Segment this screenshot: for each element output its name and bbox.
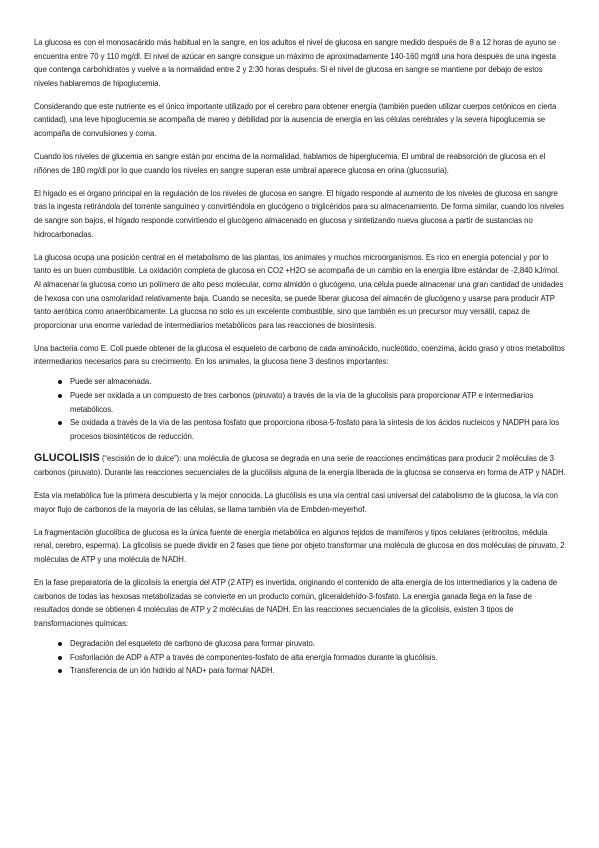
paragraph-metabolismo: La glucosa ocupa una posición central en el metabolismo de las plantas, los animales y muchos microorganismos. Es rico en energía potencial y por lo tanto es un buen combustible. La oxidación completa de glucosa en CO2 +H2O se acompaña de un cambio en la energía libre estándar de -2,840 kJ/mol. Al almacenar la glucosa como un polímero de alto peso molecular, como almidón o glucógeno, una célula puede almacenar una gran cantidad de unidades de hexosa con una osmolaridad relativamente baja. Cuando se necesita, se puede liberar glucosa del almacén de glucógeno y usarse para producir ATP tanto aeróbica como anaeróbicamente. La glucosa no solo es un excelente combustible, sino que también es un precursor muy versátil, capaz de proporcionar una enorme variedad de intermediarios metabólicos para las reacciones de biosíntesis. [34, 252, 564, 330]
paragraph-higado: El hígado es el órgano principal en la regulación de los niveles de glucosa en sangre. El hígado responde al aumento de los niveles de glucosa en sangre tras la ingesta retirándola del torrente sanguíneo y convirtiéndola en glucógeno o triglicéridos para su almacenamiento. De forma similar, cuando los niveles de sangre son bajos, el hígado responde convirtiendo el glucógeno almacenado en glucosa y sintetizando nueva glucosa a partir de sustancias no hidrocarbonadas. [34, 188, 565, 239]
bullet-icon [58, 394, 62, 398]
paragraph-cerebro-energia: Considerando que este nutriente es el único importante utilizado por el cerebro para obtener energía (también pueden utilizar cuerpos cetónicos en cierta cantidad), una leve hipoglucemia se acompaña de mareo y debilidad por la ausencia de energía en las células cerebrales y la severa hipoglucemia se acompaña de convulsiones y coma. [34, 101, 557, 139]
list-item: Se oxidada a través de la vía de las pentosa fosfato que proporciona ribosa-5-fosfato para la síntesis de los ácidos nucleicos y NADPH para los procesos biosintéticos de reducción. [70, 416, 566, 443]
paragraph-hiperglucemia: Cuando los niveles de glucemia en sangre están por encima de la normalidad, hablamos de hiperglucemia. El umbral de reabsorción de glucosa en el riñónes de 180 mg/dl por lo que cuando los niveles en sangre superan este umbral aparece glucosa en orina (glucosuria). [34, 152, 546, 175]
paragraph-ecoli: Una bacteria como E. Coli puede obtener de la glucosa el esqueleto de carbono de cada aminoácido, nucleótido, coenzima, ácido graso y otros metabolitos intermediarios necesarios para su crecimiento. En los animales, la glucosa tiene 3 destinos importantes: [34, 343, 565, 367]
document-page [34, 36, 566, 687]
paragraph-glucolisis [34, 452, 566, 479]
bullet-icon [58, 421, 62, 425]
bullet-icon [58, 642, 62, 646]
paragraph-fase-preparatoria: En la fase preparatoria de la glicolisis la energía del ATP (2 ATP) es invertida, originando el contenido de alta energía de los intermediarios y la cadena de carbonos de todas las hexosas metabolizadas se convierte en un producto común, gliceraldehído-3-fosfato. La energía ganada llega en la fase de resultados donde se obtienen 4 moléculas de ATP y 2 moléculas de NADH. En las reacciones secuenciales de la glicolisis, existen 3 tipos de transformaciones químicas: [34, 578, 558, 628]
list-item: Transferencia de un ión hidrido al NAD+ para formar NADH. [70, 664, 566, 678]
destinos-list [34, 375, 566, 443]
list-item: Fosforilación de ADP a ATP a través de componentes-fosfato de alta energía formados durante la glucólisis. [70, 651, 566, 665]
glucolisis-text: (“escisión de lo dulce”): una molécula de glucosa se degrada en una serie de reacciones encimáticas para producir 2 moléculas de 3 carbonos (piruvato). Durante las reacciones secuenciales de la glucólisis alguna de la energía liberada de la glucosa se conserva en forma de ATP y NADH. [34, 454, 566, 478]
list-item: Degradación del esqueleto de carbono de glucosa para formar piruvato. [70, 637, 566, 651]
bullet-icon [58, 669, 62, 673]
transformaciones-list [34, 637, 566, 678]
list-item: Puede ser almacenada. [70, 375, 566, 389]
bullet-icon [58, 656, 62, 660]
bullet-icon [58, 380, 62, 384]
paragraph-glucosa-sangre: La glucosa es con el monosacárido más habitual en la sangre, en los adultos el nivel de glucosa en sangre medido después de 8 a 12 horas de ayuno se encuentra entre 70 y 110 mg/dl. El nivel de azúcar en sangre consigue un máximo de aproximadamente 140-160 mg/dl una hora después de una ingesta que contenga carbohidratos y vuelve a la normalidad entre 2 y 2:30 horas después. Si el nivel de glucosa en sangre se mantiene por debajo de estos niveles hablaremos de hipoglucemia. [34, 38, 557, 88]
list-item: Puede ser oxidada a un compuesto de tres carbonos (piruvato) a través de la vía de la glucolisis para proporcionar ATP e intermediarios metabólicos. [70, 389, 566, 416]
glucolisis-heading: GLUCOLISIS [34, 452, 100, 465]
paragraph-fragmentacion: La fragmentación glucolítica de glucosa es la única fuente de energía metabólica en algunos tejidos de mamíferos y tipos celulares (eritrocitos, médula renal, cerebro, esperma). La glicolisis se puede dividir en 2 fases que tiene por objeto transformar una molécula de glucosa en dos moléculas de piruvato, 2 moléculas de ATP y una molécula de NADH. [34, 527, 565, 564]
paragraph-via-metabolica: Esta vía metabólica fue la primera descubierta y la mejor conocida. La glucólisis es una vía central casi universal del catabolismo de la glucosa, la vía con mayor flujo de carbonos de la mayoría de las células, se llama también vía de Embden-meyerhof. [34, 491, 558, 514]
